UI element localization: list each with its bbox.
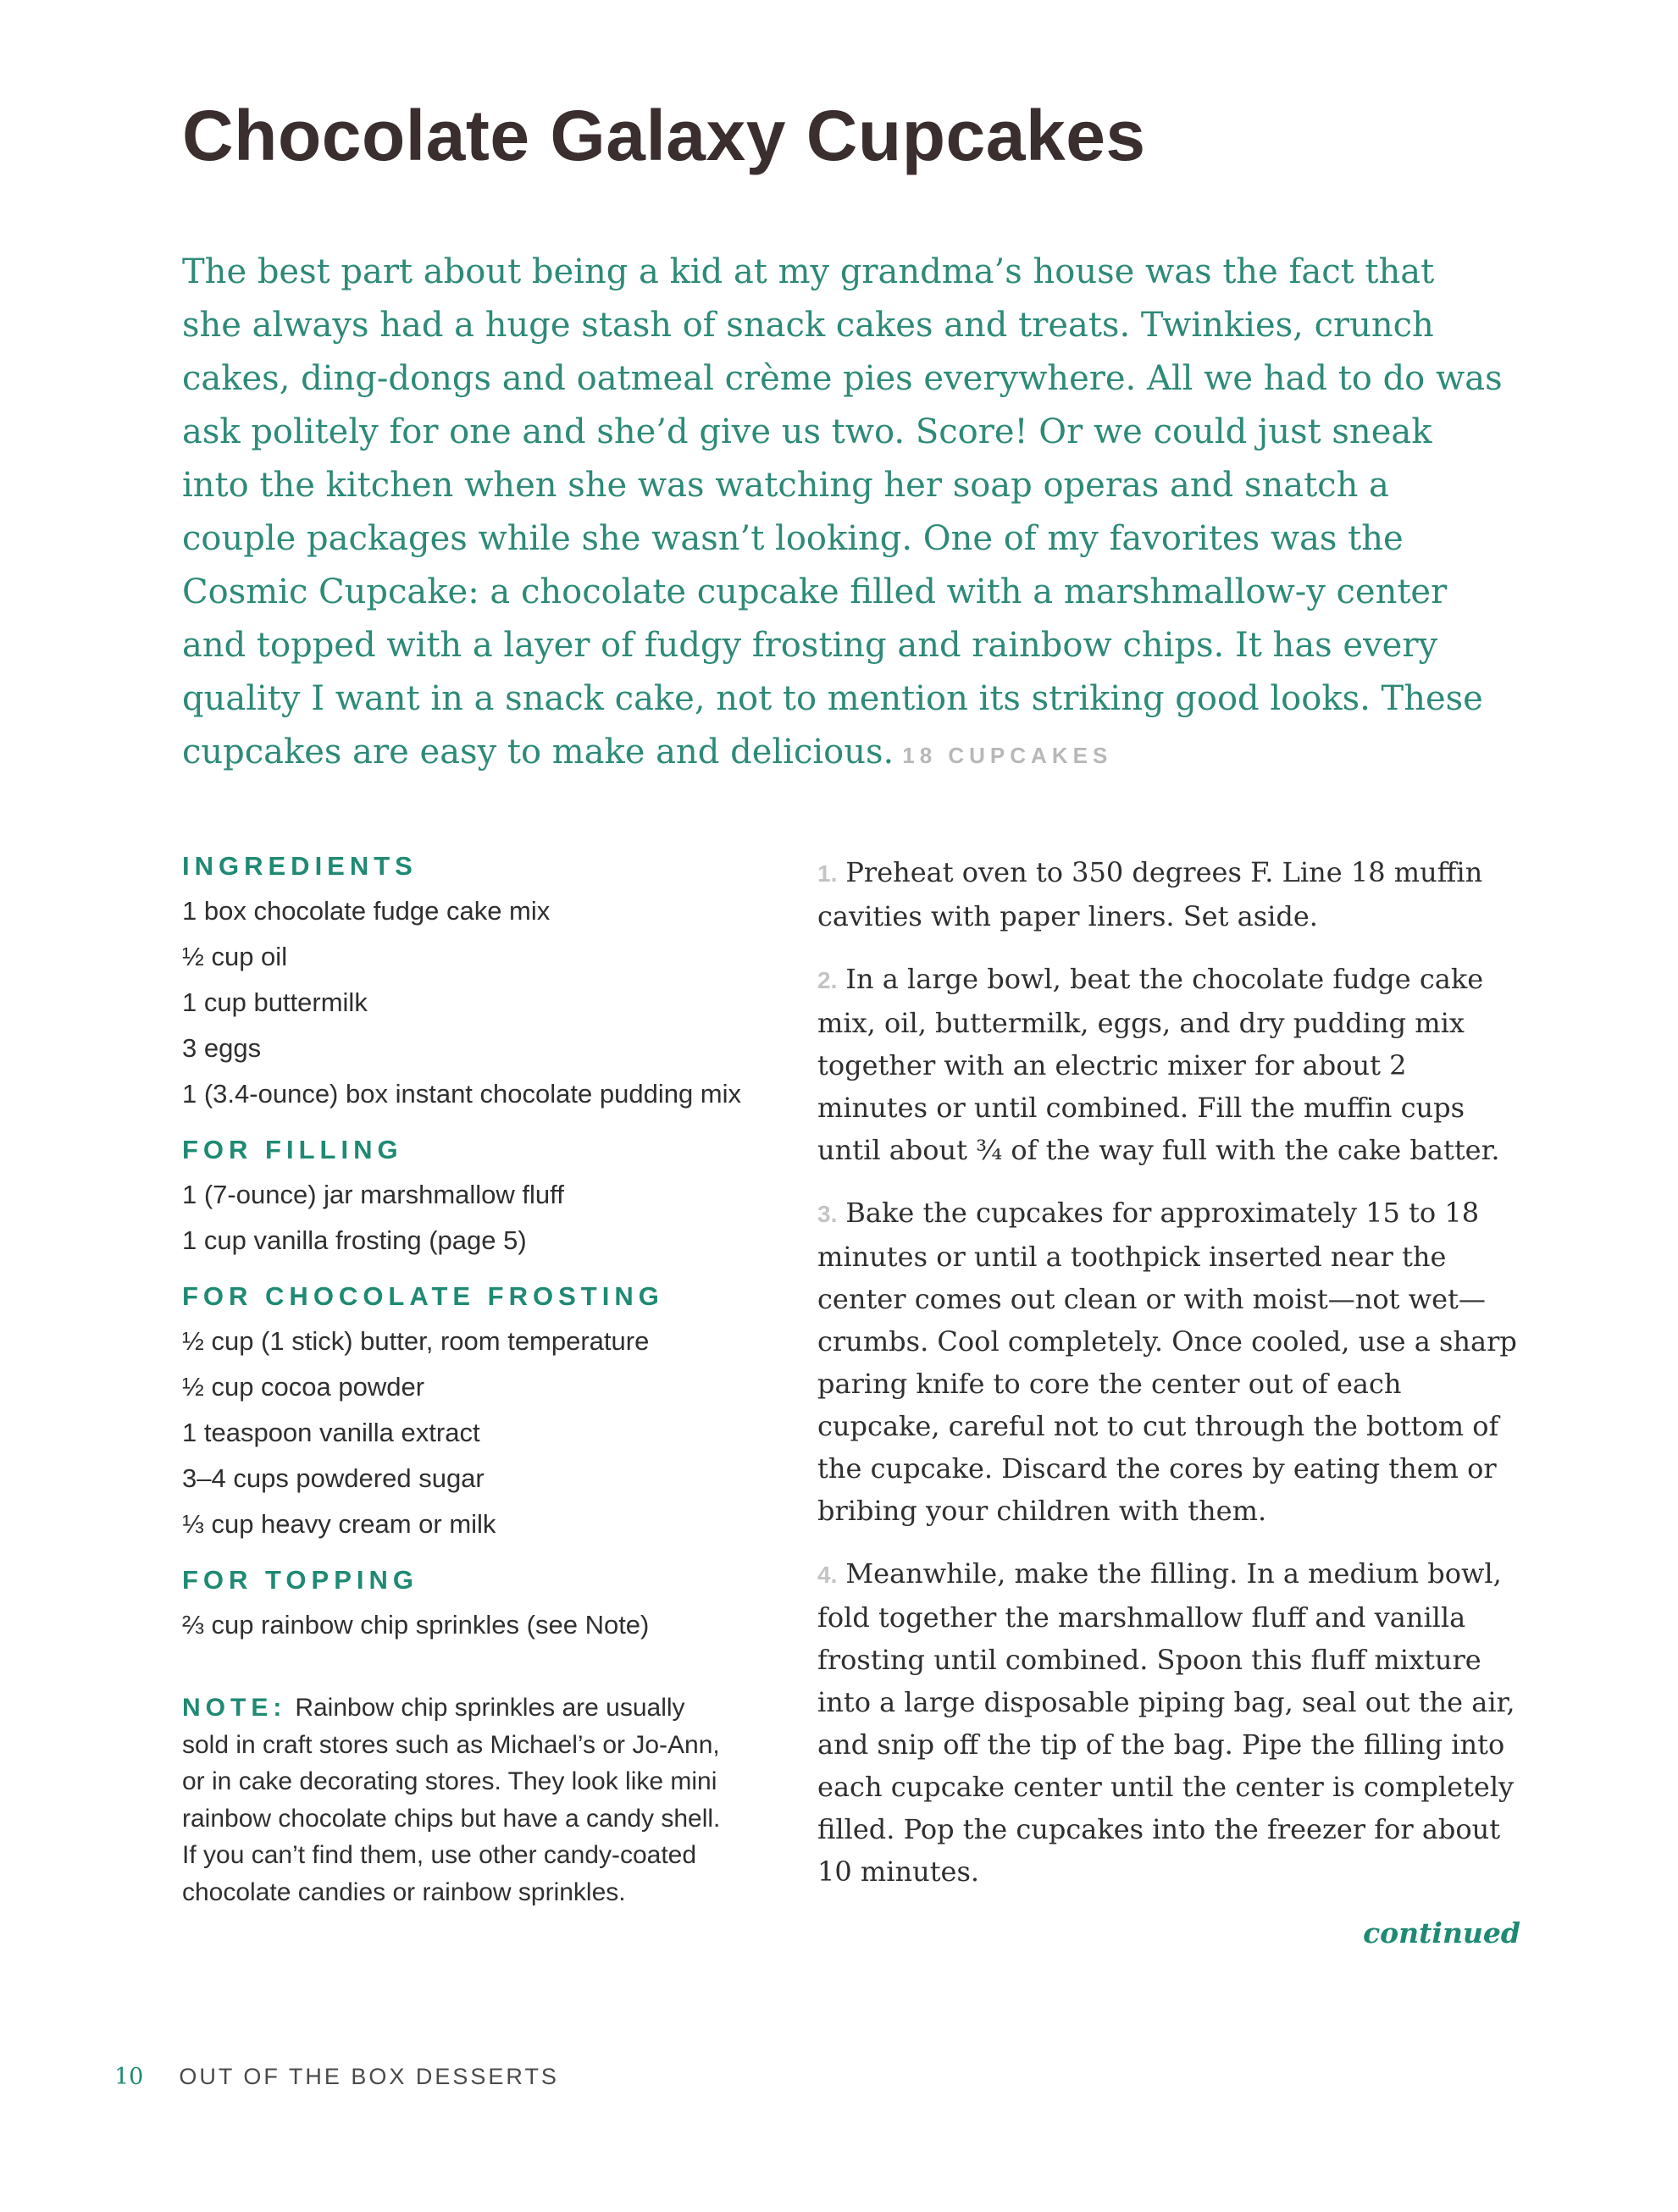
frosting-item: ⅓ cup heavy cream or milk [182, 1509, 496, 1539]
page-number: 10 [114, 2064, 144, 2090]
frosting-item: ½ cup (1 stick) butter, room temperature [182, 1326, 650, 1356]
step-text: Meanwhile, make the filling. In a medium bowl, fold together the marshmallow fluff and vanilla frosting until combined. Spoon this fluff mixture into a large disposable piping bag, seal out the air, and snip off the tip of the bag. Pipe the filling into each cupcake center until the center is completely filled. Pop the cupcakes into the freezer for about 10 minutes. [817, 1557, 1515, 1888]
note-label: NOTE: [182, 1694, 287, 1722]
ingredient-item: 1 box chocolate fudge cake mix [182, 896, 551, 926]
recipe-yield: 18 CUPCAKES [902, 743, 1113, 768]
direction-step [817, 958, 1520, 1171]
step-text: Preheat oven to 350 degrees F. Line 18 muffin cavities with paper liners. Set aside. [817, 856, 1483, 932]
topping-item: ⅔ cup rainbow chip sprinkles (see Note) [182, 1610, 650, 1640]
topping-heading: FOR TOPPING [182, 1565, 419, 1595]
ingredient-item: 1 (3.4-ounce) box instant chocolate pudding mix [182, 1079, 742, 1109]
step-number: 3. [817, 1201, 838, 1227]
ingredients-column [182, 851, 758, 1911]
filling-list [182, 1177, 758, 1258]
direction-step [817, 1552, 1520, 1893]
step-text: Bake the cupcakes for approximately 15 to 18 minutes or until a toothpick inserted near the center comes out clean or with moist—not wet—crumbs. Cool completely. Once cooled, use a sharp paring knife to core the center out of each cupcake, careful not to cut through the bottom of the cupcake. Discard the cores by eating them or bribing your children with them. [817, 1197, 1517, 1527]
page-footer [114, 2064, 559, 2090]
direction-step [817, 1192, 1520, 1532]
ingredient-item: 1 cup buttermilk [182, 987, 368, 1017]
directions-column [817, 851, 1520, 1949]
recipe-note [182, 1689, 733, 1911]
recipe-intro [182, 246, 1504, 782]
step-number: 1. [817, 860, 838, 887]
filling-heading: FOR FILLING [182, 1135, 403, 1164]
ingredient-item: ½ cup oil [182, 942, 288, 971]
book-title: OUT OF THE BOX DESSERTS [179, 2064, 559, 2089]
recipe-title: Chocolate Galaxy Cupcakes [182, 96, 1146, 175]
note-text: Rainbow chip sprinkles are usually sold in craft stores such as Michael’s or Jo-Ann, or in cake decorating stores. They look like mini rainbow chocolate chips but have a candy shell. If you can’t find them, use other candy-coated chocolate candies or rainbow sprinkles. [182, 1694, 721, 1906]
filling-item: 1 (7-ounce) jar marshmallow fluff [182, 1180, 564, 1209]
frosting-heading: FOR CHOCOLATE FROSTING [182, 1281, 664, 1311]
frosting-item: 3–4 cups powdered sugar [182, 1463, 485, 1493]
ingredients-list [182, 893, 758, 1111]
step-number: 2. [817, 967, 838, 993]
ingredient-item: 3 eggs [182, 1033, 262, 1063]
step-number: 4. [817, 1562, 838, 1588]
ingredients-heading: INGREDIENTS [182, 851, 418, 881]
step-text: In a large bowl, beat the chocolate fudge cake mix, oil, buttermilk, eggs, and dry pudding mix together with an electric mixer for about 2 minutes or until combined. Fill the muffin cups until about ¾ of the way full with the cake batter. [817, 963, 1500, 1166]
filling-item: 1 cup vanilla frosting (page 5) [182, 1225, 527, 1255]
topping-list [182, 1607, 758, 1642]
continued-label: continued [1363, 1916, 1520, 1949]
intro-text: The best part about being a kid at my grandma’s house was the fact that she always had a huge stash of snack cakes and treats. Twinkies, crunch cakes, ding-dongs and oatmeal crème pies everywhere. All we had to do was ask politely for one and she’d give us two. Score! Or we could just sneak into the kitchen when she was watching her soap operas and snatch a couple packages while she wasn’t looking. One of my favorites was the Cosmic Cupcake: a chocolate cupcake filled with a marshmallow-y center and topped with a layer of fudgy frosting and rainbow chips. It has every quality I want in a snack cake, not to mention its striking good looks. These cupcakes are easy to make and delicious. [182, 252, 1503, 771]
frosting-item: ½ cup cocoa powder [182, 1372, 425, 1402]
frosting-item: 1 teaspoon vanilla extract [182, 1418, 480, 1447]
direction-step [817, 851, 1520, 937]
frosting-list [182, 1324, 758, 1541]
